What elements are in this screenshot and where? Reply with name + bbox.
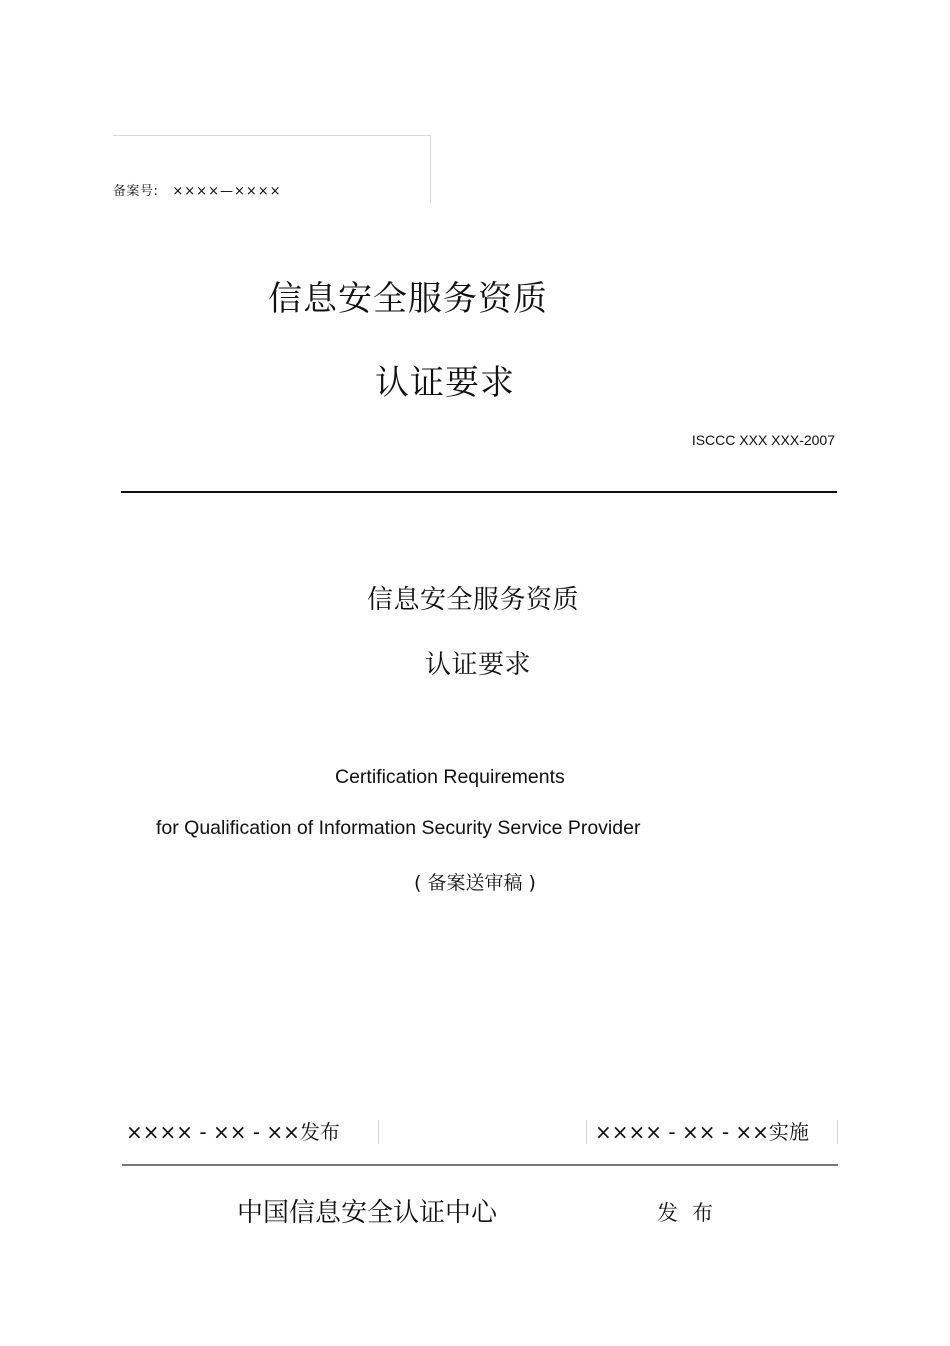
publish-date: ×××× - ×× - ××发布 <box>122 1120 379 1144</box>
english-title-line-1: Certification Requirements <box>335 766 565 788</box>
publisher-name: 中国信息安全认证中心 <box>237 1198 498 1228</box>
filing-number-label: 备案号: <box>113 184 159 199</box>
filing-number-value: ××××—×××× <box>172 184 282 199</box>
main-title-line-2: 认证要求 <box>375 363 515 403</box>
top-divider <box>121 491 837 493</box>
bottom-divider <box>122 1164 838 1166</box>
standard-code: ISCCC XXX XXX-2007 <box>691 432 835 448</box>
english-title-line-2: for Qualification of Information Security Service Provider <box>156 817 641 839</box>
main-title-line-1: 信息安全服务资质 <box>268 279 548 319</box>
filing-number <box>113 180 282 199</box>
draft-note: ( 备案送审稿 ) <box>414 872 536 894</box>
subtitle-line-1: 信息安全服务资质 <box>367 585 580 615</box>
subtitle-line-2: 认证要求 <box>425 650 532 680</box>
implement-date: ×××× - ×× - ××实施 <box>586 1120 838 1144</box>
publish-word: 发布 <box>657 1201 727 1225</box>
